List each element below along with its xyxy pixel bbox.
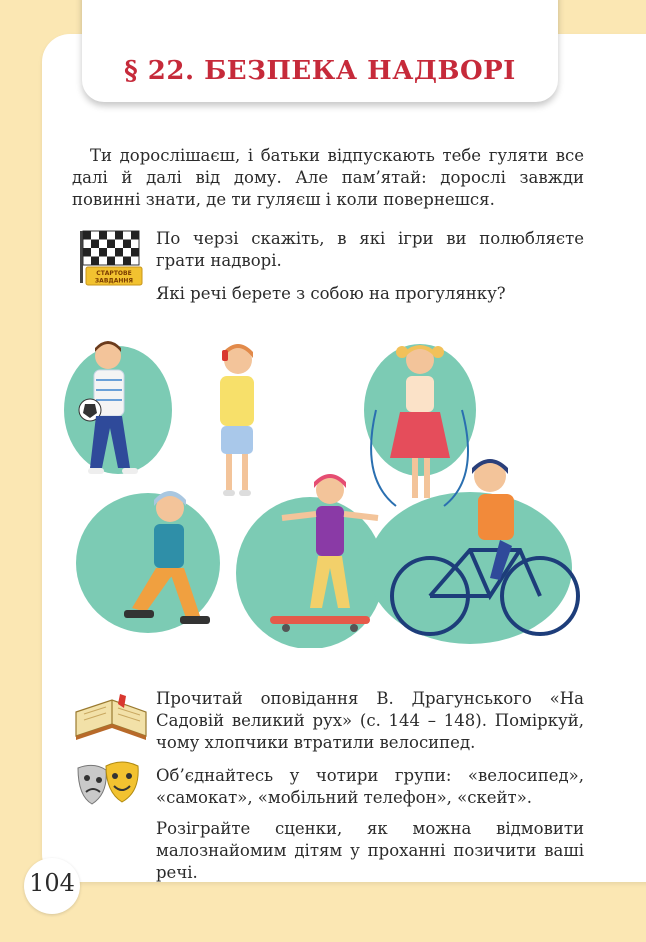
book-icon: [70, 690, 150, 746]
checkered-flag-icon: [74, 227, 146, 289]
girl-with-phone: [220, 344, 254, 496]
group-task: Об’єднайтесь у чотири групи: «велосипед», «самокат», «мобільний телефон», «скейт».: [156, 766, 584, 807]
children-outdoors-illustration: [60, 318, 580, 648]
starter-task-1: По черзі скажіть, в які ігри ви полюбляєте грати надворі.: [156, 229, 584, 270]
title-tab: [82, 0, 558, 102]
svg-text:ЗАВДАННЯ: ЗАВДАННЯ: [94, 277, 134, 285]
reading-task: Прочитай оповідання В. Драгунського «На Садовій великий рух» (с. 144 – 148). Поміркуй, чому хлопчики втратили велосипед.: [156, 689, 584, 752]
theatre-masks-icon: [72, 758, 146, 810]
intro-paragraph: Ти дорослішаєш, і батьки відпускають тебе гуляти все далі й далі від дому. Але пам’ятай: дорослі завжди повинні знати, де ти гуляєш і коли повернешся.: [72, 146, 584, 209]
svg-text:СТАРТОВЕ: СТАРТОВЕ: [96, 270, 132, 277]
starter-task-2: Які речі берете з собою на прогулянку?: [156, 284, 506, 303]
page-number: 104: [29, 869, 75, 897]
page-title: § 22. БЕЗПЕКА НАДВОРІ: [124, 56, 516, 86]
roleplay-task: Розіграйте сценки, як можна відмовити малознайомим дітям у проханні позичити ваші речі.: [156, 819, 584, 882]
